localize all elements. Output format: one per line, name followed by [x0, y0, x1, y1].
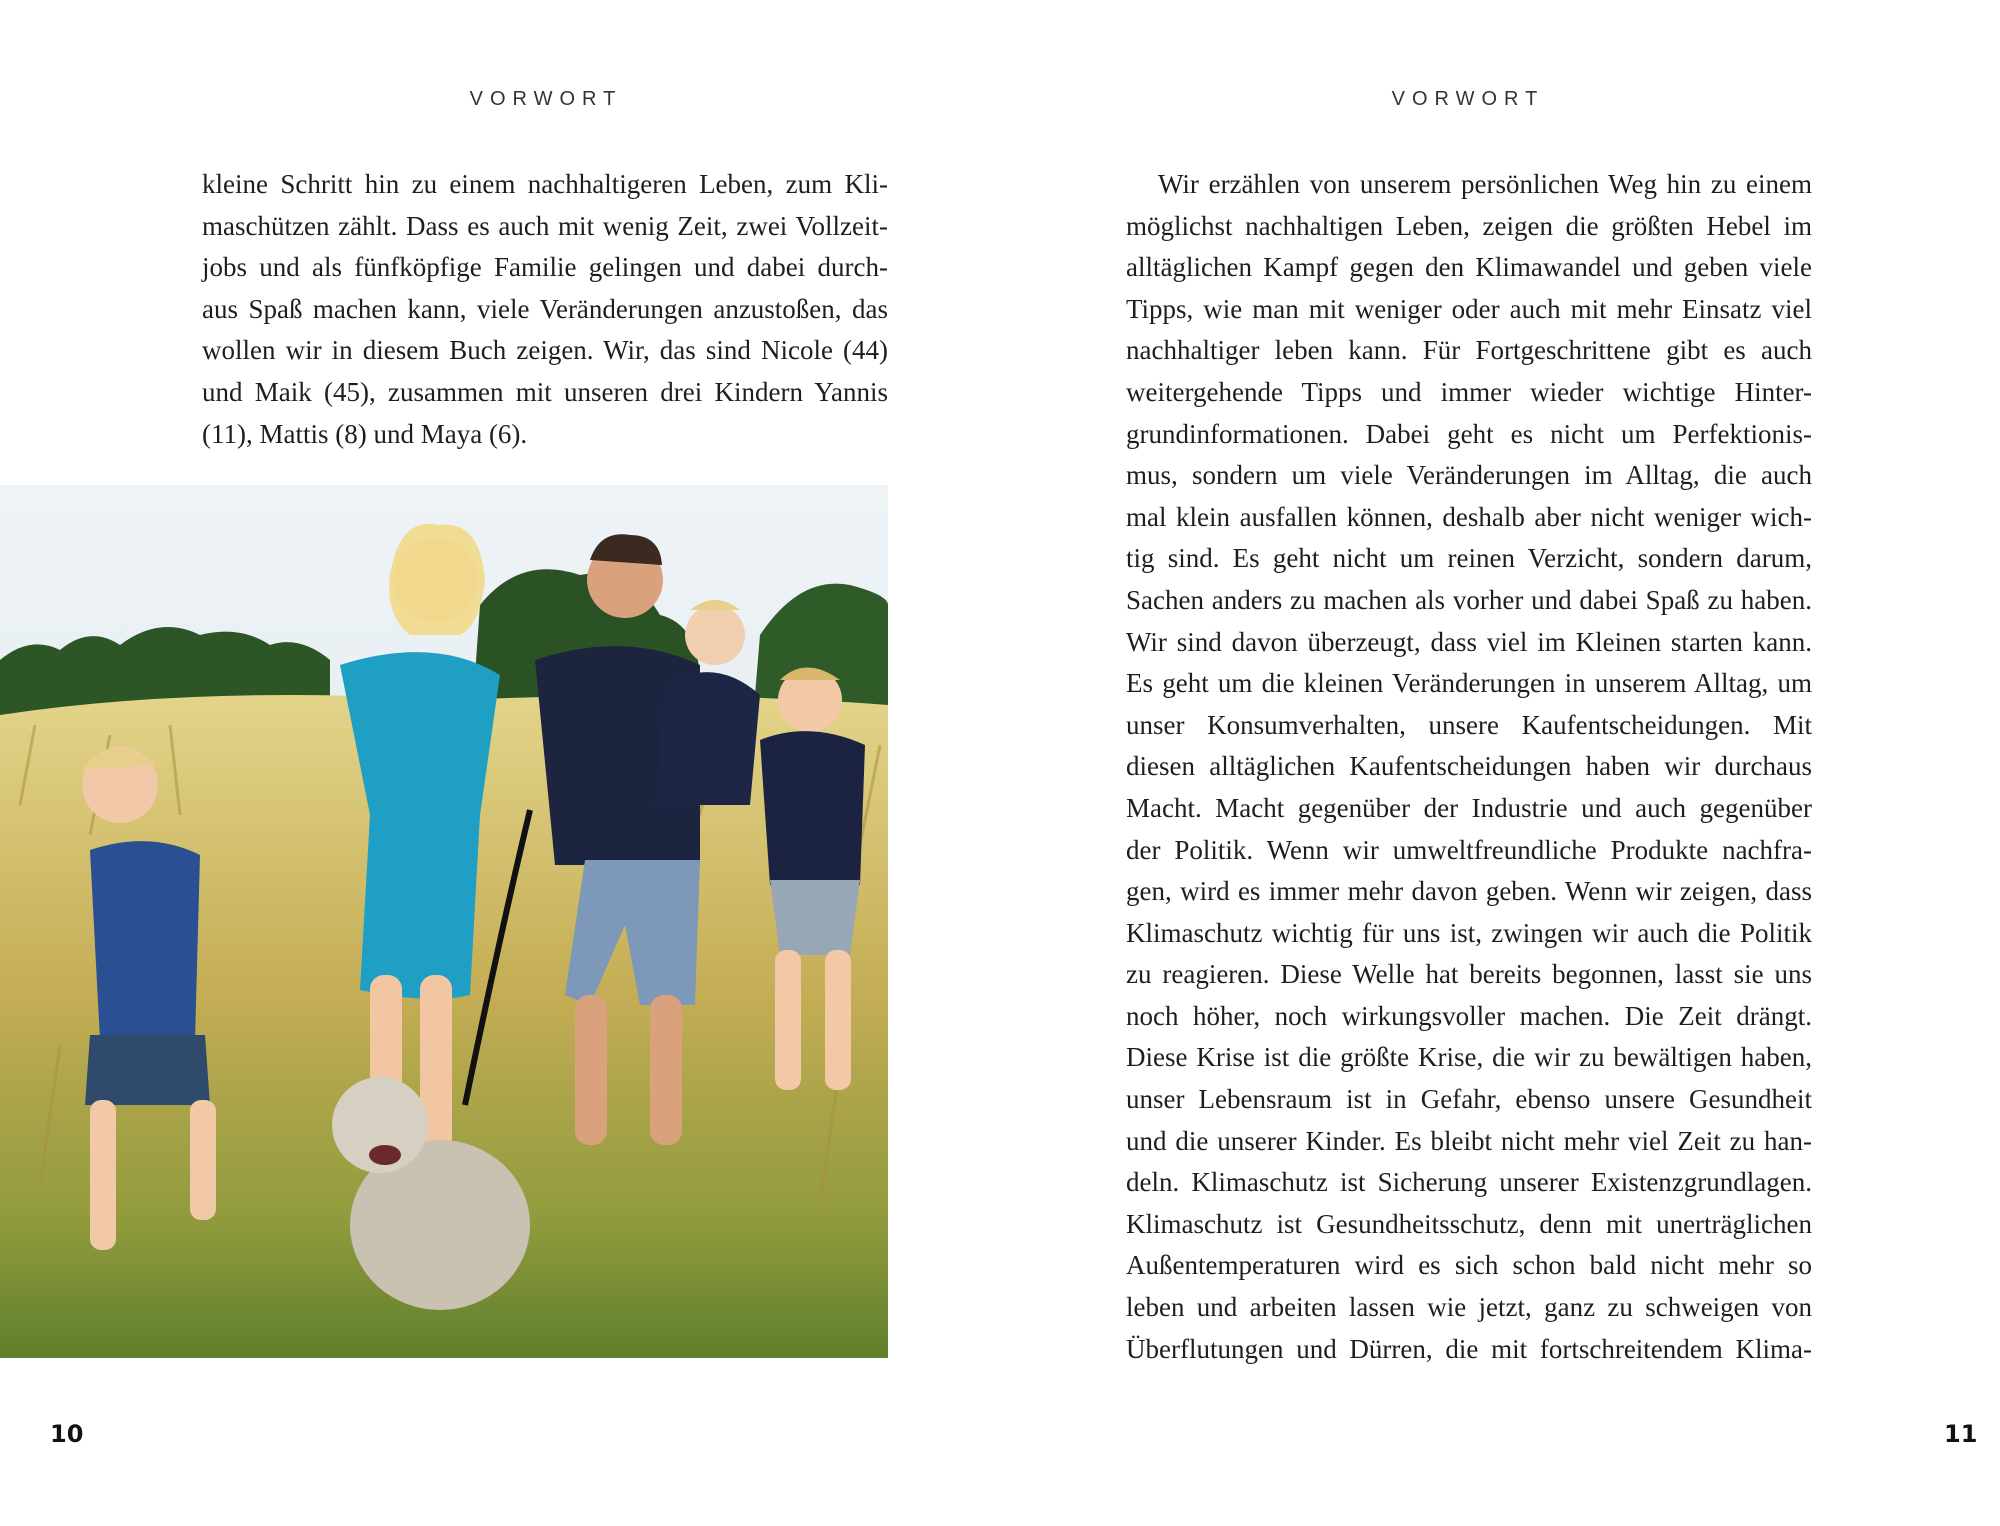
- body-text: [202, 164, 888, 455]
- page-number: 11: [1944, 1420, 1978, 1448]
- body-text: [1126, 164, 1812, 1370]
- text-line: Sachen anders zu machen als vorher und dabei Spaß zu haben.: [1126, 584, 1812, 615]
- text-line: gen, wird es immer mehr davon geben. Wenn wir zeigen, dass: [1126, 876, 1812, 907]
- text-line: und die unserer Kinder. Es bleibt nicht mehr viel Zeit zu han-: [1126, 1125, 1812, 1156]
- text-line: Macht. Macht gegenüber der Industrie und auch gegenüber: [1126, 792, 1812, 823]
- family-photo: [0, 485, 888, 1358]
- text-line: der Politik. Wenn wir umweltfreundliche Produkte nachfra-: [1126, 834, 1812, 865]
- text-line: noch höher, noch wirkungsvoller machen. Die Zeit drängt.: [1126, 1000, 1812, 1031]
- text-line: grundinformationen. Dabei geht es nicht um Perfektionis-: [1126, 418, 1812, 449]
- text-line: nachhaltiger leben kann. Für Fortgeschrittene gibt es auch: [1126, 335, 1812, 366]
- text-line: zu reagieren. Diese Welle hat bereits begonnen, lasst sie uns: [1126, 959, 1812, 990]
- text-line: tig sind. Es geht nicht um reinen Verzicht, sondern darum,: [1126, 543, 1812, 574]
- text-line: Es geht um die kleinen Veränderungen in unserem Alltag, um: [1126, 668, 1812, 699]
- text-line: Überflutungen und Dürren, die mit fortschreitendem Klima-: [1126, 1333, 1812, 1364]
- text-line: weitergehende Tipps und immer wieder wichtige Hinter-: [1126, 376, 1812, 407]
- text-line: Tipps, wie man mit weniger oder auch mit mehr Einsatz viel: [1126, 293, 1812, 324]
- text-line: mal klein ausfallen können, deshalb aber nicht weniger wich-: [1126, 501, 1812, 532]
- text-line: aus Spaß machen kann, viele Veränderungen anzustoßen, das: [202, 293, 888, 324]
- page-number: 10: [50, 1420, 84, 1448]
- text-line: Klimaschutz ist Gesundheitsschutz, denn mit unerträglichen: [1126, 1208, 1812, 1239]
- text-line: mus, sondern um viele Veränderungen im Alltag, die auch: [1126, 460, 1812, 491]
- right-page: [1000, 0, 2000, 1526]
- text-line: leben und arbeiten lassen wie jetzt, ganz zu schweigen von: [1126, 1292, 1812, 1323]
- text-line: deln. Klimaschutz ist Sicherung unserer Existenzgrundlagen.: [1126, 1167, 1812, 1198]
- running-head: VORWORT: [1391, 88, 1545, 110]
- text-line: Außentemperaturen wird es sich schon bald nicht mehr so: [1126, 1250, 1812, 1281]
- text-line: Wir sind davon überzeugt, dass viel im Kleinen starten kann.: [1126, 626, 1812, 657]
- text-line: diesen alltäglichen Kaufentscheidungen haben wir durchaus: [1126, 751, 1812, 782]
- text-line: unser Lebensraum ist in Gefahr, ebenso unsere Gesundheit: [1126, 1084, 1812, 1115]
- text-line: jobs und als fünfköpfige Familie gelingen und dabei durch-: [202, 252, 888, 283]
- text-line: alltäglichen Kampf gegen den Klimawandel und geben viele: [1126, 252, 1812, 283]
- text-line: wollen wir in diesem Buch zeigen. Wir, das sind Nicole (44): [202, 335, 888, 366]
- text-line: Wir erzählen von unserem persönlichen Weg hin zu einem: [1158, 169, 1812, 199]
- text-line: Diese Krise ist die größte Krise, die wir zu bewältigen haben,: [1126, 1042, 1812, 1073]
- text-line: und Maik (45), zusammen mit unseren drei Kindern Yannis: [202, 376, 888, 407]
- text-line: Klimaschutz wichtig für uns ist, zwingen wir auch die Politik: [1126, 917, 1812, 948]
- text-line: kleine Schritt hin zu einem nachhaltigeren Leben, zum Kli-: [202, 169, 888, 199]
- text-line: (11), Mattis (8) und Maya (6).: [202, 418, 528, 449]
- text-line: möglichst nachhaltigen Leben, zeigen die größten Hebel im: [1126, 210, 1812, 241]
- text-line: maschützen zählt. Dass es auch mit wenig Zeit, zwei Vollzeit-: [202, 210, 888, 241]
- running-head: VORWORT: [469, 88, 623, 110]
- text-line: unser Konsumverhalten, unsere Kaufentscheidungen. Mit: [1126, 709, 1812, 740]
